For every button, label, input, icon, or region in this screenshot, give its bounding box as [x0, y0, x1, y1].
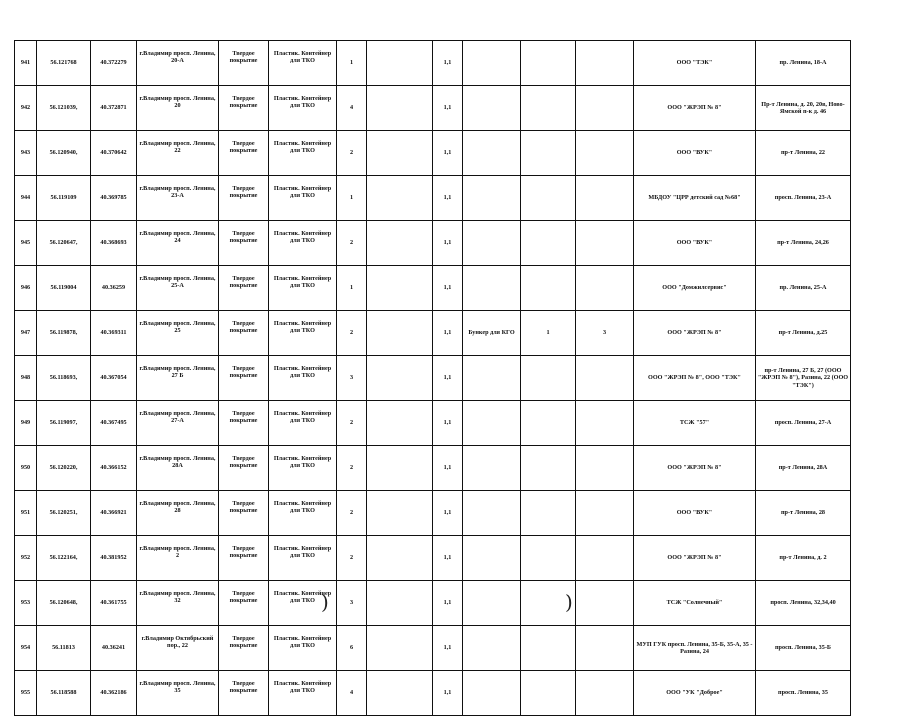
owner-cell: ООО "ЖРЭП № 8" — [634, 86, 756, 131]
bunker-type-cell — [463, 536, 521, 581]
container-volume-cell: 1,1 — [433, 86, 463, 131]
container-count-cell: 2 — [337, 446, 367, 491]
served-objects-cell: просп. Ленина, 32,34,40 — [756, 581, 851, 626]
owner-cell: МУП ГУК просп. Ленина, 35-Б, 35-А, 35 - Разина, 24 — [634, 626, 756, 671]
container-count-cell: 4 — [337, 86, 367, 131]
latitude-cell: 56.120220, — [37, 446, 91, 491]
address-cell: г.Владимир просп. Ленина, 20-А — [137, 41, 219, 86]
container-type-cell: Пластик. Контейнер для ТКО — [269, 176, 337, 221]
container-volume-cell: 1,1 — [433, 311, 463, 356]
container-count-cell: 2 — [337, 491, 367, 536]
table-row — [15, 311, 851, 356]
container-volume-cell: 1,1 — [433, 176, 463, 221]
row-number-cell: 954 — [15, 626, 37, 671]
empty-cell — [367, 536, 433, 581]
address-cell: г.Владимир просп. Ленина, 2 — [137, 536, 219, 581]
bunker-type-cell — [463, 176, 521, 221]
served-objects-cell: просп. Ленина, 27-А — [756, 401, 851, 446]
longitude-cell: 40.372871 — [91, 86, 137, 131]
container-count-cell: 2 — [337, 401, 367, 446]
latitude-cell: 56.122164, — [37, 536, 91, 581]
container-type-cell: Пластик. Контейнер для ТКО — [269, 626, 337, 671]
latitude-cell: 56.119878, — [37, 311, 91, 356]
bunker-volume-cell — [576, 581, 634, 626]
bunker-volume-cell — [576, 401, 634, 446]
served-objects-cell: пр-т Ленина, 28 — [756, 491, 851, 536]
bunker-count-cell — [521, 626, 576, 671]
bunker-volume-cell — [576, 491, 634, 536]
empty-cell — [367, 176, 433, 221]
surface-cell: Твердое покрытие — [219, 131, 269, 176]
row-number-cell: 952 — [15, 536, 37, 581]
surface-cell: Твердое покрытие — [219, 356, 269, 401]
owner-cell: ООО "ЖРЭП № 8" — [634, 446, 756, 491]
owner-cell: ООО "ЖРЭП № 8", ООО "ТЭК" — [634, 356, 756, 401]
longitude-cell: 40.366921 — [91, 491, 137, 536]
address-cell: г.Владимир просп. Ленина, 23-А — [137, 176, 219, 221]
longitude-cell: 40.372279 — [91, 41, 137, 86]
longitude-cell: 40.370642 — [91, 131, 137, 176]
served-objects-cell: просп. Ленина, 35 — [756, 671, 851, 716]
container-type-cell: Пластик. Контейнер для ТКО — [269, 581, 337, 626]
bunker-volume-cell: 3 — [576, 311, 634, 356]
bunker-type-cell — [463, 131, 521, 176]
longitude-cell: 40.368693 — [91, 221, 137, 266]
container-volume-cell: 1,1 — [433, 671, 463, 716]
bunker-count-cell — [521, 266, 576, 311]
row-number-cell: 953 — [15, 581, 37, 626]
address-cell: г.Владимир просп. Ленина, 24 — [137, 221, 219, 266]
surface-cell: Твердое покрытие — [219, 311, 269, 356]
row-number-cell: 949 — [15, 401, 37, 446]
owner-cell: ООО "ВУК" — [634, 131, 756, 176]
container-volume-cell: 1,1 — [433, 491, 463, 536]
owner-cell: МБДОУ "ЦРР детский сад №68" — [634, 176, 756, 221]
surface-cell: Твердое покрытие — [219, 626, 269, 671]
owner-cell: ООО "ТЭК" — [634, 41, 756, 86]
container-volume-cell: 1,1 — [433, 131, 463, 176]
table-row — [15, 626, 851, 671]
surface-cell: Твердое покрытие — [219, 446, 269, 491]
row-number-cell: 944 — [15, 176, 37, 221]
bunker-type-cell — [463, 86, 521, 131]
bunker-type-cell: Бункер для КГО — [463, 311, 521, 356]
footer-mark-left: ) — [321, 590, 329, 614]
longitude-cell: 40.362186 — [91, 671, 137, 716]
row-number-cell: 945 — [15, 221, 37, 266]
table-row — [15, 176, 851, 221]
container-volume-cell: 1,1 — [433, 356, 463, 401]
container-type-cell: Пластик. Контейнер для ТКО — [269, 131, 337, 176]
address-cell: г.Владимир просп. Ленина, 22 — [137, 131, 219, 176]
container-type-cell: Пластик. Контейнер для ТКО — [269, 266, 337, 311]
latitude-cell: 56.119004 — [37, 266, 91, 311]
row-number-cell: 950 — [15, 446, 37, 491]
address-cell: г.Владимир просп. Ленина, 25-А — [137, 266, 219, 311]
surface-cell: Твердое покрытие — [219, 266, 269, 311]
bunker-count-cell — [521, 356, 576, 401]
container-count-cell: 2 — [337, 311, 367, 356]
address-cell: г.Владимир просп. Ленина, 32 — [137, 581, 219, 626]
row-number-cell: 946 — [15, 266, 37, 311]
latitude-cell: 56.120940, — [37, 131, 91, 176]
owner-cell: ООО "ЖРЭП № 8" — [634, 311, 756, 356]
longitude-cell: 40.369311 — [91, 311, 137, 356]
container-volume-cell: 1,1 — [433, 266, 463, 311]
bunker-type-cell — [463, 401, 521, 446]
container-volume-cell: 1,1 — [433, 446, 463, 491]
served-objects-cell: пр-т Ленина, 22 — [756, 131, 851, 176]
latitude-cell: 56.119109 — [37, 176, 91, 221]
bunker-count-cell — [521, 131, 576, 176]
container-type-cell: Пластик. Контейнер для ТКО — [269, 491, 337, 536]
longitude-cell: 40.366152 — [91, 446, 137, 491]
owner-cell: ТСЖ "57" — [634, 401, 756, 446]
container-volume-cell: 1,1 — [433, 401, 463, 446]
container-volume-cell: 1,1 — [433, 221, 463, 266]
address-cell: г.Владимир просп. Ленина, 28 — [137, 491, 219, 536]
container-count-cell: 2 — [337, 536, 367, 581]
row-number-cell: 947 — [15, 311, 37, 356]
table-row — [15, 581, 851, 626]
latitude-cell: 56.121768 — [37, 41, 91, 86]
empty-cell — [367, 356, 433, 401]
row-number-cell: 943 — [15, 131, 37, 176]
row-number-cell: 948 — [15, 356, 37, 401]
bunker-volume-cell — [576, 356, 634, 401]
surface-cell: Твердое покрытие — [219, 671, 269, 716]
empty-cell — [367, 626, 433, 671]
container-count-cell: 1 — [337, 266, 367, 311]
bunker-type-cell — [463, 221, 521, 266]
bunker-volume-cell — [576, 671, 634, 716]
container-count-cell: 3 — [337, 356, 367, 401]
longitude-cell: 40.361755 — [91, 581, 137, 626]
bunker-type-cell — [463, 41, 521, 86]
bunker-type-cell — [463, 446, 521, 491]
bunker-volume-cell — [576, 131, 634, 176]
owner-cell: ООО "ЖРЭП № 8" — [634, 536, 756, 581]
container-type-cell: Пластик. Контейнер для ТКО — [269, 311, 337, 356]
longitude-cell: 40.369785 — [91, 176, 137, 221]
latitude-cell: 56.120648, — [37, 581, 91, 626]
container-count-cell: 1 — [337, 41, 367, 86]
latitude-cell: 56.121039, — [37, 86, 91, 131]
container-type-cell: Пластик. Контейнер для ТКО — [269, 41, 337, 86]
table-body — [15, 41, 851, 716]
longitude-cell: 40.36241 — [91, 626, 137, 671]
longitude-cell: 40.367054 — [91, 356, 137, 401]
empty-cell — [367, 266, 433, 311]
table-row — [15, 671, 851, 716]
empty-cell — [367, 671, 433, 716]
served-objects-cell: пр-т Ленина, д. 2 — [756, 536, 851, 581]
empty-cell — [367, 41, 433, 86]
address-cell: г.Владимир просп. Ленина, 20 — [137, 86, 219, 131]
address-cell: г.Владимир просп. Ленина, 27 Б — [137, 356, 219, 401]
table-row — [15, 446, 851, 491]
container-count-cell: 2 — [337, 131, 367, 176]
surface-cell: Твердое покрытие — [219, 401, 269, 446]
address-cell: г.Владимир просп. Ленина, 28А — [137, 446, 219, 491]
container-type-cell: Пластик. Контейнер для ТКО — [269, 536, 337, 581]
owner-cell: ООО "Домжилсервис" — [634, 266, 756, 311]
bunker-volume-cell — [576, 176, 634, 221]
bunker-type-cell — [463, 581, 521, 626]
empty-cell — [367, 131, 433, 176]
container-volume-cell: 1,1 — [433, 41, 463, 86]
latitude-cell: 56.120251, — [37, 491, 91, 536]
table-row — [15, 221, 851, 266]
empty-cell — [367, 446, 433, 491]
surface-cell: Твердое покрытие — [219, 221, 269, 266]
served-objects-cell: пр. Ленина, 25-А — [756, 266, 851, 311]
longitude-cell: 40.367495 — [91, 401, 137, 446]
bunker-type-cell — [463, 671, 521, 716]
bunker-count-cell: 1 — [521, 311, 576, 356]
served-objects-cell: пр. Ленина, 18-А — [756, 41, 851, 86]
empty-cell — [367, 491, 433, 536]
container-type-cell: Пластик. Контейнер для ТКО — [269, 446, 337, 491]
served-objects-cell: пр-т Ленина, 24,26 — [756, 221, 851, 266]
container-volume-cell: 1,1 — [433, 626, 463, 671]
served-objects-cell: пр-т Ленина, д.25 — [756, 311, 851, 356]
owner-cell: ТСЖ "Солнечный" — [634, 581, 756, 626]
row-number-cell: 951 — [15, 491, 37, 536]
bunker-count-cell — [521, 536, 576, 581]
table-row — [15, 356, 851, 401]
latitude-cell: 56.118588 — [37, 671, 91, 716]
bunker-type-cell — [463, 356, 521, 401]
surface-cell: Твердое покрытие — [219, 491, 269, 536]
surface-cell: Твердое покрытие — [219, 581, 269, 626]
table-row — [15, 131, 851, 176]
container-type-cell: Пластик. Контейнер для ТКО — [269, 356, 337, 401]
row-number-cell: 955 — [15, 671, 37, 716]
bunker-type-cell — [463, 266, 521, 311]
served-objects-cell: пр-т Ленина, 28А — [756, 446, 851, 491]
bunker-count-cell — [521, 491, 576, 536]
latitude-cell: 56.11813 — [37, 626, 91, 671]
bunker-count-cell — [521, 671, 576, 716]
empty-cell — [367, 401, 433, 446]
container-volume-cell: 1,1 — [433, 581, 463, 626]
table-row — [15, 41, 851, 86]
bunker-count-cell — [521, 446, 576, 491]
empty-cell — [367, 221, 433, 266]
owner-cell: ООО "ВУК" — [634, 491, 756, 536]
container-type-cell: Пластик. Контейнер для ТКО — [269, 401, 337, 446]
container-count-cell: 4 — [337, 671, 367, 716]
container-type-cell: Пластик. Контейнер для ТКО — [269, 671, 337, 716]
bunker-volume-cell — [576, 626, 634, 671]
bunker-volume-cell — [576, 536, 634, 581]
latitude-cell: 56.120647, — [37, 221, 91, 266]
empty-cell — [367, 581, 433, 626]
served-objects-cell: пр-т Ленина, 27 Б, 27 (ООО "ЖРЭП № 8"), Разина, 22 (ООО "ТЭК") — [756, 356, 851, 401]
registry-sheet — [14, 40, 850, 716]
bunker-count-cell — [521, 221, 576, 266]
latitude-cell: 56.118693, — [37, 356, 91, 401]
address-cell: г.Владимир просп. Ленина, 35 — [137, 671, 219, 716]
owner-cell: ООО "ВУК" — [634, 221, 756, 266]
served-objects-cell: Пр-т Ленина, д. 20, 20в, Ново-Ямской п-к д. 46 — [756, 86, 851, 131]
bunker-volume-cell — [576, 446, 634, 491]
empty-cell — [367, 311, 433, 356]
latitude-cell: 56.119097, — [37, 401, 91, 446]
container-count-cell: 2 — [337, 221, 367, 266]
surface-cell: Твердое покрытие — [219, 41, 269, 86]
served-objects-cell: просп. Ленина, 23-А — [756, 176, 851, 221]
longitude-cell: 40.36259 — [91, 266, 137, 311]
container-type-cell: Пластик. Контейнер для ТКО — [269, 221, 337, 266]
empty-cell — [367, 86, 433, 131]
container-volume-cell: 1,1 — [433, 536, 463, 581]
container-count-cell: 6 — [337, 626, 367, 671]
surface-cell: Твердое покрытие — [219, 176, 269, 221]
address-cell: г.Владимир просп. Ленина, 25 — [137, 311, 219, 356]
bunker-type-cell — [463, 626, 521, 671]
bunker-volume-cell — [576, 221, 634, 266]
surface-cell: Твердое покрытие — [219, 86, 269, 131]
row-number-cell: 942 — [15, 86, 37, 131]
bunker-volume-cell — [576, 41, 634, 86]
surface-cell: Твердое покрытие — [219, 536, 269, 581]
container-count-cell: 3 — [337, 581, 367, 626]
waste-sites-table — [14, 40, 851, 716]
owner-cell: ООО "УК "Доброе" — [634, 671, 756, 716]
container-type-cell: Пластик. Контейнер для ТКО — [269, 86, 337, 131]
bunker-volume-cell — [576, 266, 634, 311]
longitude-cell: 40.381952 — [91, 536, 137, 581]
table-row — [15, 401, 851, 446]
served-objects-cell: просп. Ленина, 35-Б — [756, 626, 851, 671]
footer-mark-right: ) — [565, 590, 573, 614]
address-cell: г.Владимир просп. Ленина, 27-А — [137, 401, 219, 446]
bunker-count-cell — [521, 176, 576, 221]
bunker-count-cell — [521, 86, 576, 131]
bunker-count-cell — [521, 401, 576, 446]
bunker-volume-cell — [576, 86, 634, 131]
table-row — [15, 491, 851, 536]
address-cell: г.Владимир Октябрьский пор., 22 — [137, 626, 219, 671]
bunker-type-cell — [463, 491, 521, 536]
table-row — [15, 536, 851, 581]
bunker-count-cell — [521, 41, 576, 86]
table-row — [15, 266, 851, 311]
row-number-cell: 941 — [15, 41, 37, 86]
container-count-cell: 1 — [337, 176, 367, 221]
table-row — [15, 86, 851, 131]
